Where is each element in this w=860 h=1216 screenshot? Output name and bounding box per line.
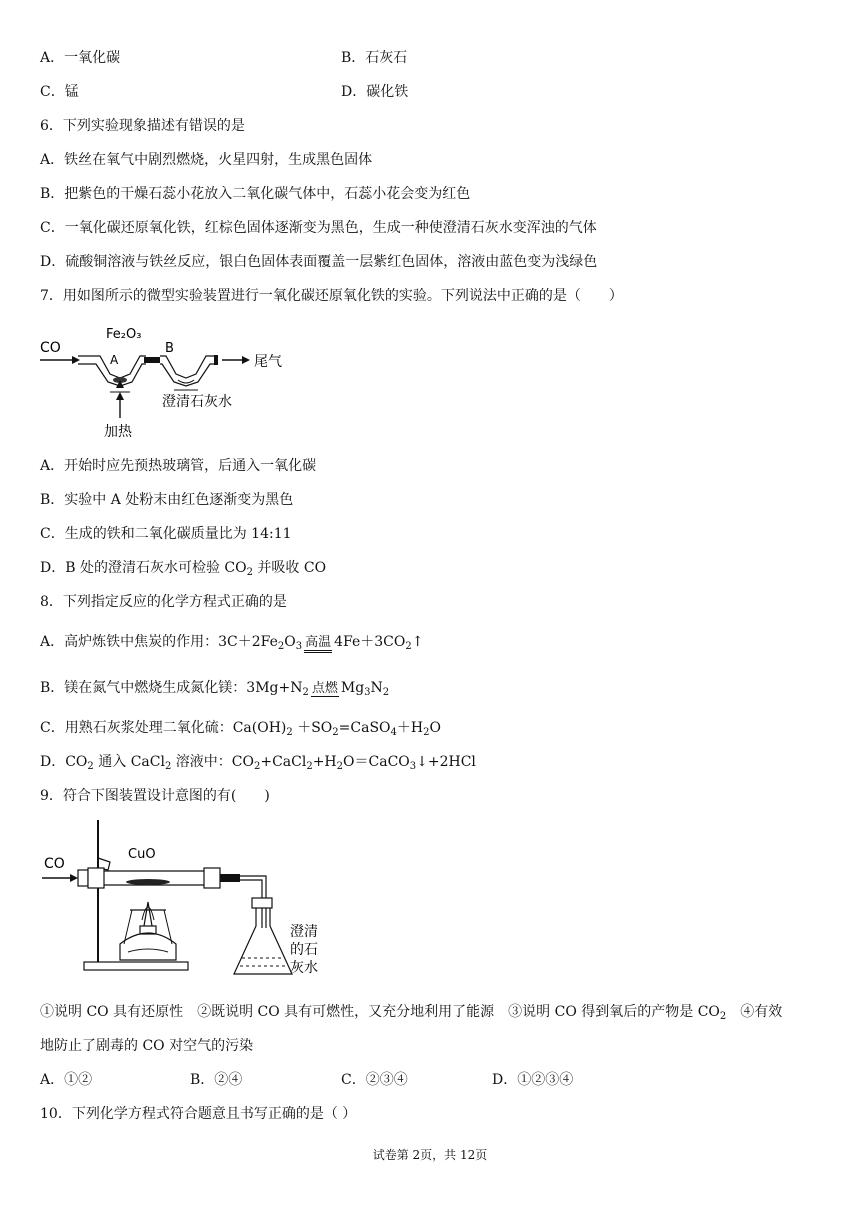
q7-option-b: B．实验中 A 处粉末由红色逐渐变为黑色	[40, 492, 294, 508]
q9-apparatus-figure	[38, 818, 338, 986]
q5-option-b: B．石灰石	[341, 50, 408, 66]
q7-option-d: D．B 处的澄清石灰水可检验 $CO_2$ 并吸收 CO	[40, 560, 327, 578]
q8-b-condition: 点燃	[311, 681, 338, 696]
q7-option-c: C．生成的铁和二氧化碳质量比为 14:11	[40, 526, 292, 542]
q6-stem: 6．下列实验现象描述有错误的是	[40, 118, 245, 134]
q6-option-d: D．硫酸铜溶液与铁丝反应，银白色固体表面覆盖一层紫红色固体，溶液由蓝色变为浅绿色	[40, 254, 598, 270]
q8-stem: 8．下列指定反应的化学方程式正确的是	[40, 594, 287, 610]
q8-a-condition: 高温	[304, 636, 332, 653]
q7-heat-label: 加热	[104, 424, 132, 440]
q6-option-a: A．铁丝在氧气中剧烈燃烧，火星四射，生成黑色固体	[40, 152, 373, 168]
q7-stem: 7．用如图所示的微型实验装置进行一氧化碳还原氧化铁的实验。下列说法中正确的是（ ）	[40, 288, 623, 304]
q9-limewater-label-1: 澄清	[290, 924, 318, 940]
q9-co-label: CO	[44, 856, 65, 872]
q6-option-c: C．一氧化碳还原氧化铁，红棕色固体逐渐变为黑色，生成一种使澄清石灰水变浑浊的气体	[40, 220, 597, 236]
q9-statements-line-1: ①说明 CO 具有还原性 ②既说明 CO 具有可燃性，又充分地利用了能源 ③说明 CO 得到氧后的产物是 $CO_2$ ④有效	[40, 1004, 783, 1022]
page-footer: 试卷第 2页，共 12页	[372, 1148, 488, 1162]
q8-option-d: D．$CO_2$ 通入 CaCl$_2$ 溶液中：$CO_2+CaCl_2+H_2O=CaCO_3↓+2HCl$	[40, 754, 476, 772]
q9-option-b: B．②④	[190, 1072, 243, 1088]
q8-option-a: A．高炉炼铁中焦炭的作用：$3C+2Fe_2O_3$ 高温 $4Fe+3CO_2↑$	[40, 634, 424, 652]
q5-option-a: A．一氧化碳	[40, 50, 121, 66]
q7-option-a: A．开始时应先预热玻璃管，后通入一氧化碳	[40, 458, 317, 474]
q5-option-d: D．碳化铁	[341, 84, 409, 100]
q7-apparatus-figure	[38, 322, 298, 440]
q7-co-label: CO	[40, 340, 61, 356]
q10-stem: 10．下列化学方程式符合题意且书写正确的是（ ）	[40, 1106, 357, 1122]
q6-option-b: B．把紫色的干燥石蕊小花放入二氧化碳气体中，石蕊小花会变为红色	[40, 186, 471, 202]
q7-label-a: A	[110, 353, 119, 367]
q7-tail-gas-label: 尾气	[254, 354, 282, 370]
q9-option-d: D．①②③④	[492, 1072, 574, 1088]
q9-limewater-label-2: 的石	[290, 942, 318, 958]
q5-option-c: C．锰	[40, 84, 79, 100]
q9-cuo-label: CuO	[128, 847, 156, 862]
q7-fe2o3-label: Fe₂O₃	[106, 327, 142, 342]
q8-option-b: B．镁在氮气中燃烧生成氮化镁：$3Mg+N_2$ 点燃 $Mg_3N_2$	[40, 680, 390, 698]
q9-option-a: A．①②	[40, 1072, 93, 1088]
q9-limewater-label-3: 灰水	[290, 960, 318, 976]
q7-limewater-label: 澄清石灰水	[162, 394, 232, 410]
q9-option-c: C．②③④	[341, 1072, 408, 1088]
q9-stem: 9．符合下图装置设计意图的有( )	[40, 788, 270, 804]
q7-label-b: B	[165, 341, 174, 356]
q8-option-c: C．用熟石灰浆处理二氧化硫：$Ca(OH)_2$ $+SO_2=CaSO_4+H_2O$	[40, 720, 441, 738]
q9-statements-line-2: 地防止了剧毒的 CO 对空气的污染	[40, 1038, 254, 1054]
